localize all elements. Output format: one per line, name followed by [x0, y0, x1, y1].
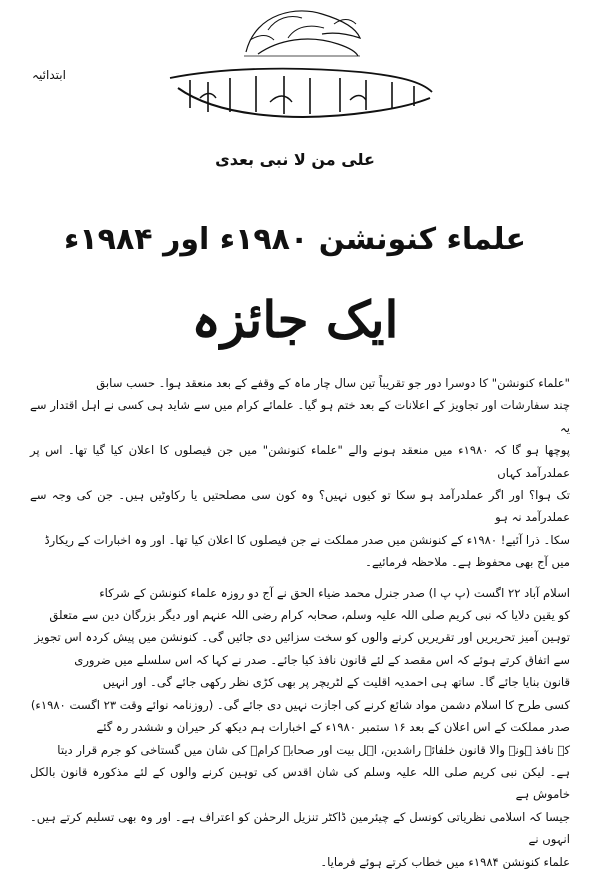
subheading: علی من لا نبی بعدی [215, 150, 375, 169]
text-line: اسلام آباد ۲۲ اگست (پ پ ا) صدر جنرل محمد ضیاء الحق نے آج دو روزہ علماء کنونشن کے شرکاء [99, 585, 570, 600]
text-line: علماء کنونشن ۱۹۸۴ء میں خطاب کرتے ہوئے فرمایا۔ [320, 854, 570, 869]
text-line: چند سفارشات اور تجاویز کے اعلانات کے بعد ختم ہو گیا۔ علمائے کرام میں سے شاید ہی کسی نے اہل اقتدار سے یہ [30, 398, 570, 435]
paragraph-2 [30, 582, 570, 716]
text-line: سکا۔ ذرا آئیے! ۱۹۸۰ء کے کنونشن میں صدر مملکت نے جن فیصلوں کا اعلان کیا تھا۔ اور وہ اخبارات کے ریکارڈ [44, 532, 570, 547]
bismillah-seal [238, 4, 366, 62]
paragraph-3 [30, 716, 570, 873]
text-line: صدر مملکت کے اس اعلان کے بعد ۱۶ ستمبر ۱۹۸۰ء کے اخبارات ہم دیکھ کر حیران و ششدر رہ گئے [96, 720, 570, 735]
text-line: قانون بنایا جائے گا۔ ساتھ ہی احمدیہ اقلیت کے لٹریچر پر بھی کڑی نظر رکھی جائے گی۔ اور انہیں [102, 675, 570, 690]
text-line: کہ نافذ ہونے والا قانون خلفائے راشدین، اہل بیت اور صحابہ کرامؓ کی شان میں گستاخی کو جرم قرار دیتا [57, 742, 570, 757]
hamd-calligraphy [160, 58, 440, 130]
text-line: ہے۔ لیکن نبی کریم صلی اللہ علیہ وسلم کی شان اقدس کی توہین کرنے والوں کے لئے مذکورہ قانون بالکل خاموش ہے [30, 764, 570, 802]
text-line: "علماء کنونشن" کا دوسرا دور جو تقریباً تین سال چار ماہ کے وقفے کے بعد منعقد ہوا۔ حسب سابق [96, 376, 570, 390]
text-line: کو یقین دلایا کہ نبی کریم صلی اللہ علیہ وسلم، صحابہ کرام رضی اللہ عنہم اور دیگر بزرگان دین سے متعلق [49, 608, 570, 623]
section-marker: ابتدائیہ [32, 68, 66, 82]
text-line: سے اتفاق کرتے ہوئے کہ اس مقصد کے لئے قانون نافذ کیا جائے۔ صدر نے کہا کہ اس سلسلے میں ضروری [74, 652, 570, 667]
text-line: کسی طرح کا اسلام دشمن مواد شائع کرنے کی اجازت نہیں دی جائے گی۔ (روزنامہ نوائے وقت ۲۳ اگست ۱۹۸۰ء) [30, 697, 570, 712]
review-heading: ایک جائزہ [191, 290, 399, 349]
text-line: تک ہوا؟ اور اگر عملدرآمد ہو سکا تو کیوں نہیں؟ وہ کون سی مصلحتیں یا رکاوٹیں ہیں۔ جن کی وجہ سے عملدرآمد نہ ہو [30, 488, 570, 525]
text-line: توہین آمیز تحریریں اور تقریریں کرنے والوں کو سخت سزائیں دی جائیں گی۔ کنونشن میں پیش کردہ اس تجویز [34, 630, 570, 645]
text-line: پوچھا ہو گا کہ ۱۹۸۰ء میں منعقد ہونے والے "علماء کنونشن" میں جن فیصلوں کا اعلان کیا گیا تھا۔ اس پر عملدرآمد کہاں [30, 443, 570, 480]
text-line: میں آج بھی محفوظ ہے۔ ملاحظہ فرمائیے۔ [365, 555, 570, 570]
paragraph-1 [30, 372, 570, 574]
page-title: علماء کنونشن ۱۹۸۰ء اور ۱۹۸۴ء [64, 222, 526, 257]
text-line: جیسا کہ اسلامی نظریاتی کونسل کے چیئرمین ڈاکٹر تنزیل الرحمٰن کو اعتراف ہے۔ اور وہ بھی تسلیم کرتے ہیں۔ انہوں نے [30, 809, 570, 847]
article-body [30, 372, 570, 873]
